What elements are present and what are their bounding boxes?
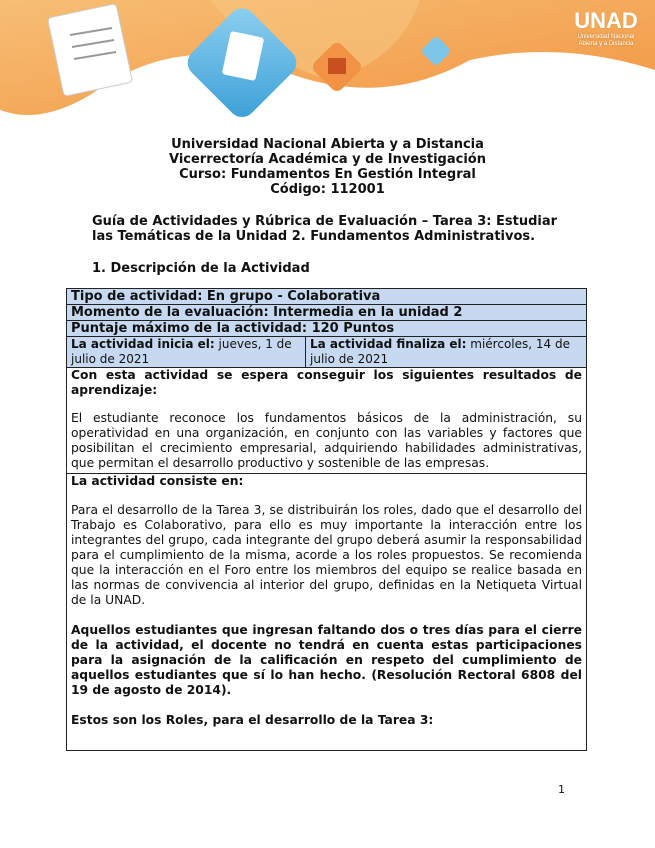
activity-description-cell <box>67 474 587 751</box>
max-score: Puntaje máximo de la actividad: 120 Puntos <box>67 321 587 337</box>
activity-type: Tipo de actividad: En grupo - Colaborativa <box>67 289 587 305</box>
end-date <box>306 337 587 368</box>
activity-table <box>66 288 587 751</box>
section-title: 1. Descripción de la Actividad <box>92 261 310 276</box>
activity-consists-title: La actividad consiste en: <box>71 474 244 488</box>
end-date-value: miércoles, 14 de julio de 2021 <box>310 337 570 366</box>
document-header <box>0 137 655 197</box>
unad-logo <box>571 8 641 48</box>
header-code: Código: 112001 <box>270 182 385 197</box>
logo-subtitle: Universidad Nacional Abierta y a Distancia <box>577 34 635 47</box>
evaluation-moment: Momento de la evaluación: Intermedia en la unidad 2 <box>67 305 587 321</box>
activity-consists-body: Para el desarrollo de la Tarea 3, se distribuirán los roles, dado que el desarrollo del Trabajo es Colaborativo, para ello es muy importante la interacción entre los integrantes del grupo, cada integrante del grupo deberá asumir la responsabilidad para el cumplimiento de la misma, acorde a los roles propuestos. Se recomienda que la interacción en el Foro entre los miembros del equipo se realice basada en las normas de convivencia al interior del grupo, definidas en la Netiqueta Virtual de la UNAD. <box>71 503 582 607</box>
end-date-label: La actividad finaliza el: <box>310 337 467 351</box>
learning-outcomes-title: Con esta actividad se espera conseguir los siguientes resultados de aprendizaje: <box>71 368 582 397</box>
start-date-value: jueves, 1 de julio de 2021 <box>71 337 292 366</box>
learning-outcomes-body: El estudiante reconoce los fundamentos básicos de la administración, su operatividad en una organización, en conjunto con las variables y factores que posibilitan el crecimiento empresarial, adquiriendo habilidades administrativas, que permitan el desarrollo productivo y sostenible de las empresas. <box>71 411 582 470</box>
learning-outcomes-cell <box>67 368 587 474</box>
roles-intro: Estos son los Roles, para el desarrollo de la Tarea 3: <box>71 713 434 727</box>
late-students-note: Aquellos estudiantes que ingresan faltando dos o tres días para el cierre de la actividad, el docente no tendrá en cuenta estas participaciones para la asignación de la calificación en respeto del cumplimiento de aquellos estudiantes que sí lo han hecho. (Resolución Rectoral 6808 del 19 de agosto de 2014). <box>71 623 582 697</box>
guide-title: Guía de Actividades y Rúbrica de Evaluación – Tarea 3: Estudiar las Temáticas de la Unidad 2. Fundamentos Administrativos. <box>92 214 558 244</box>
page-number: 1 <box>558 783 565 796</box>
header-vicerrectoria: Vicerrectoría Académica y de Investigación <box>168 152 486 167</box>
start-date-label: La actividad inicia el: <box>71 337 215 351</box>
logo-mark: UNAD <box>574 8 638 33</box>
header-banner <box>0 0 655 125</box>
header-university: Universidad Nacional Abierta y a Distancia <box>171 137 484 152</box>
start-date <box>67 337 306 368</box>
header-course: Curso: Fundamentos En Gestión Integral <box>179 167 476 182</box>
